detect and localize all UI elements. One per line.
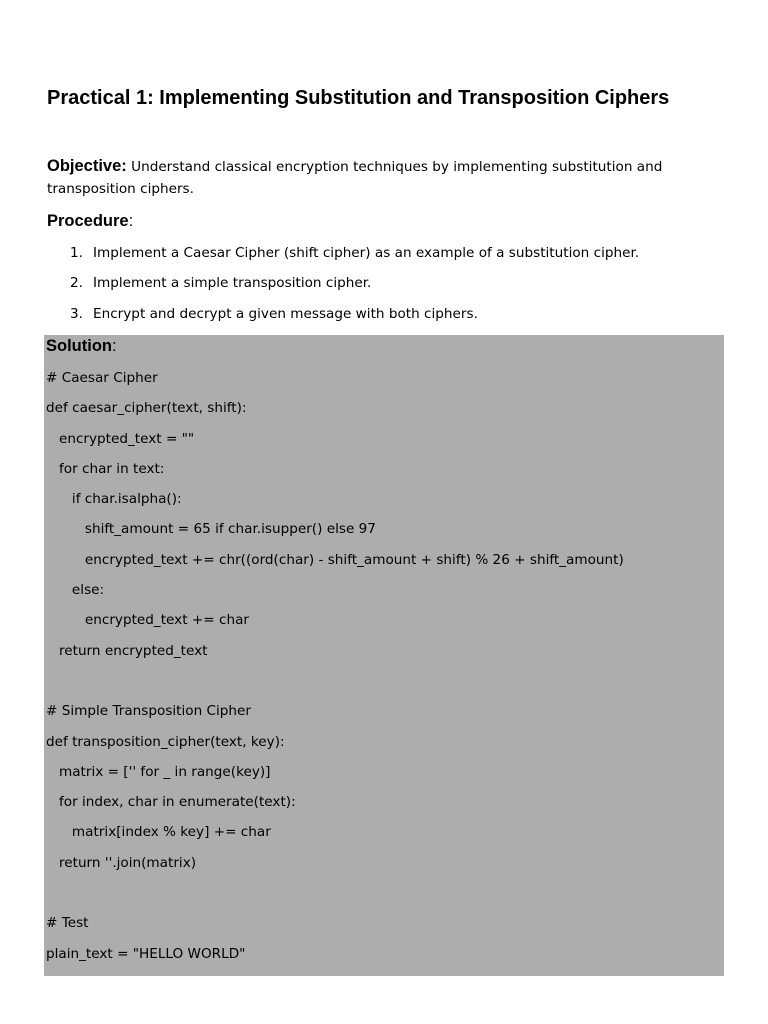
code-line: for char in text: <box>46 460 165 477</box>
code-line: # Caesar Cipher <box>46 370 158 386</box>
list-item <box>47 241 707 271</box>
objective-paragraph: Objective: Understand classical encryption techniques by implementing substitution and transposition ciphers. <box>47 157 663 197</box>
procedure-steps <box>47 241 707 332</box>
code-line: # Test <box>46 915 89 932</box>
code-line: shift_amount = 65 if char.isupper() else 97 <box>46 521 376 538</box>
code-line: for index, char in enumerate(text): <box>46 794 296 811</box>
code-line: matrix[index % key] += char <box>46 824 271 841</box>
step-text: Implement a simple transposition cipher. <box>93 275 372 292</box>
page-title: Practical 1: Implementing Substitution and Transposition Ciphers <box>47 87 670 109</box>
code-line: plain_text = "HELLO WORLD" <box>46 945 246 962</box>
solution-label: Solution <box>46 337 112 355</box>
solution-code-block <box>44 335 724 976</box>
code-line: return ''.join(matrix) <box>46 854 197 871</box>
step-number: 2. <box>70 275 83 292</box>
procedure-label: Procedure <box>47 212 129 230</box>
solution-heading: Solution: <box>46 337 117 355</box>
step-text: Encrypt and decrypt a given message with both ciphers. <box>93 305 478 322</box>
code-line: else: <box>46 582 105 599</box>
objective-text: Understand classical encryption techniques by implementing substitution and transposition ciphers. <box>47 159 663 197</box>
code-listing <box>46 363 624 969</box>
code-line: matrix = ['' for _ in range(key)] <box>46 763 271 780</box>
code-line <box>46 666 624 696</box>
step-number: 3. <box>70 305 83 322</box>
code-line: return encrypted_text <box>46 642 208 659</box>
code-line: encrypted_text += chr((ord(char) - shift_amount + shift) % 26 + shift_amount) <box>46 551 624 568</box>
code-line: def transposition_cipher(text, key): <box>46 733 285 750</box>
list-item <box>47 302 707 332</box>
code-line <box>46 878 624 908</box>
procedure-heading: Procedure: <box>47 212 134 230</box>
code-line: encrypted_text = "" <box>46 430 195 447</box>
code-line: encrypted_text += char <box>46 612 249 629</box>
code-line: def caesar_cipher(text, shift): <box>46 400 247 417</box>
code-line: # Simple Transposition Cipher <box>46 703 252 720</box>
objective-label: Objective <box>47 157 122 175</box>
step-text: Implement a Caesar Cipher (shift cipher) as an example of a substitution cipher. <box>93 245 640 261</box>
list-item <box>47 271 707 301</box>
step-number: 1. <box>70 245 83 261</box>
code-line: if char.isalpha(): <box>46 491 182 508</box>
